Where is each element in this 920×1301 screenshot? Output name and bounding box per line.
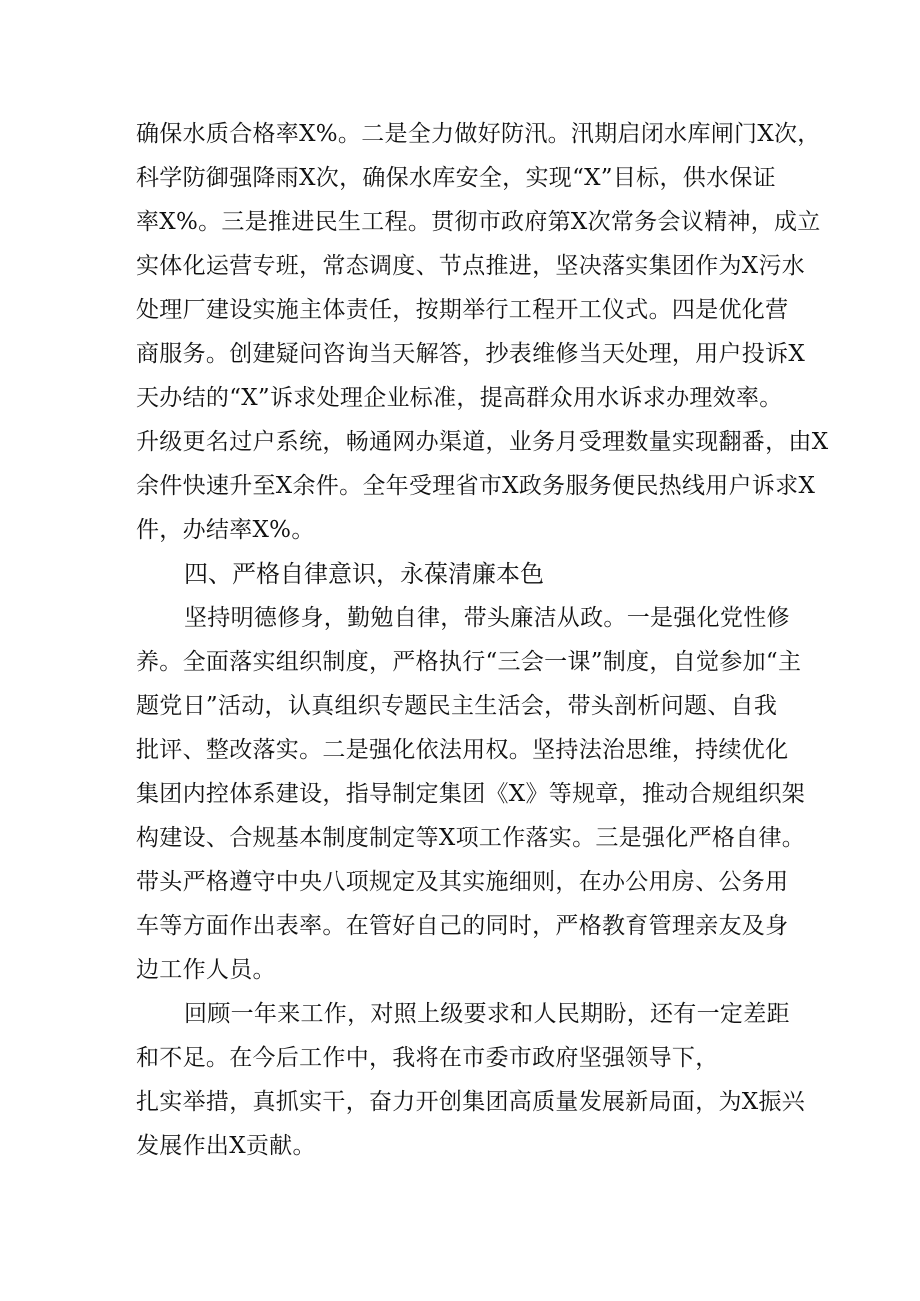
text-line: 发展作出X贡献。 — [136, 1133, 316, 1159]
text-line: 扎实举措，真抓实干，奋力开创集团高质量发展新局面，为X振兴 — [136, 1089, 806, 1115]
text-line: 回顾一年来工作，对照上级要求和人民期盼，还有一定差距 — [184, 1001, 790, 1027]
text-line: 率X%。三是推进民生工程。贯彻市政府第X次常务会议精神，成立 — [136, 209, 821, 235]
text-line: 车等方面作出表率。在管好自己的同时，严格教育管理亲友及身 — [136, 913, 789, 939]
text-line: 题党日”活动，认真组织专题民主生活会，带头剖析问题、自我 — [136, 693, 778, 719]
text-line: 坚持明德修身，勤勉自律，带头廉洁从政。一是强化党性修 — [184, 605, 790, 631]
text-line: 批评、整改落实。二是强化依法用权。坚持法治思维，持续优化 — [136, 737, 789, 763]
text-line: 处理厂建设实施主体责任，按期举行工程开工仪式。四是优化营 — [136, 297, 789, 323]
text-line: 科学防御强降雨X次，确保水库安全，实现“X”目标，供水保证 — [136, 165, 776, 191]
text-line: 构建设、合规基本制度制定等X项工作落实。三是强化严格自律。 — [136, 825, 806, 851]
text-line: 升级更名过户系统，畅通网办渠道，业务月受理数量实现翻番，由X — [136, 429, 829, 455]
text-line: 和不足。在今后工作中，我将在市委市政府坚强领导下， — [136, 1045, 719, 1071]
text-line: 实体化运营专班，常态调度、节点推进，坚决落实集团作为X污水 — [136, 253, 806, 279]
text-line: 天办结的“X”诉求处理企业标准，提高群众用水诉求办理效率。 — [136, 385, 783, 411]
section-heading: 四、严格自律意识，永葆清廉本色 — [184, 560, 544, 588]
text-line: 养。全面落实组织制度，严格执行“三会一课”制度，自觉参加“主 — [136, 649, 802, 675]
text-line: 边工作人员。 — [136, 957, 276, 983]
text-line: 商服务。创建疑问咨询当天解答，抄表维修当天处理，用户投诉X — [136, 341, 806, 367]
text-line: 确保水质合格率X%。二是全力做好防汛。汛期启闭水库闸门X次， — [136, 121, 821, 147]
text-line: 件，办结率X%。 — [136, 517, 315, 543]
text-line: 带头严格遵守中央八项规定及其实施细则，在办公用房、公务用 — [136, 869, 789, 895]
text-line: 余件快速升至X余件。全年受理省市X政务服务便民热线用户诉求X — [136, 473, 816, 499]
text-line: 集团内控体系建设，指导制定集团《X》等规章，推动合规组织架 — [136, 781, 806, 807]
